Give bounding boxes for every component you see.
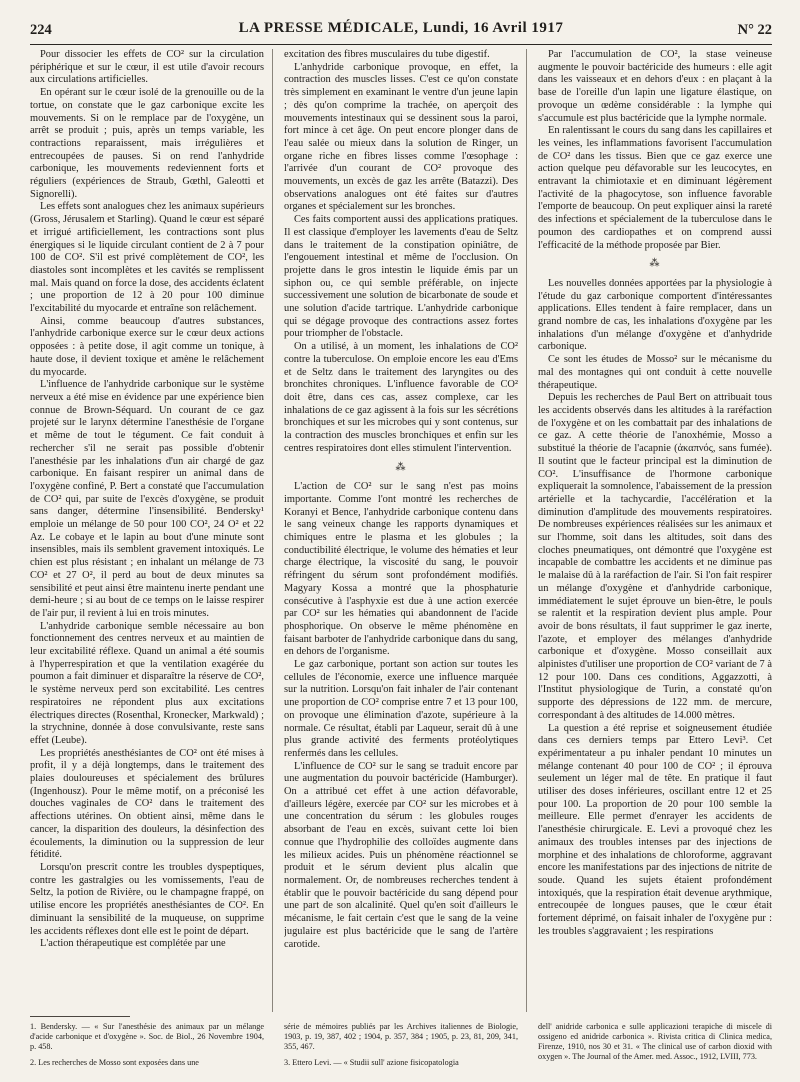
paragraph: On a utilisé, à un moment, les inhalations de CO² contre la tuberculose. On emploie encore les eau d'Ems et de Seltz dans le traitement des laryngites ou des bronchites chroniques. L'influence favorable de CO² doit être, dans ces cas, assez complexe, car les inhalations de ce gaz agissent à la fois sur les sécrétions bronchiques et sur les microbes qui y sont contenus, sur la contraction des muscles bronchiques et enfin sur les centres respiratoires dont elles stimulent l'intervention. [284, 341, 518, 454]
paragraph: L'action thérapeutique est complétée par une [40, 938, 226, 950]
header-rule [30, 44, 772, 45]
footnote-rule [30, 1016, 130, 1017]
paragraph: Depuis les recherches de Paul Bert on attribuait tous les accidents observés dans les altitudes à la raréfaction de l'oxygène et on les combattait par des inhalations de ce gaz. A cette théorie de l'anoxhémie, Mosso a substitué la théorie de l'acapnie (ἀκαπνός, sans fumée). Il soutint que le facteur principal est la diminution de CO². L'insuffisance de l'hormone carbonique expliquerait la somnolence, l'abaissement de la pression artérielle et la tachycardie, l'accélération et la diminution d'amplitude des mouvements respiratoires. De nombreuses expériences réalisées sur les animaux et sur l'homme, soit dans les altitudes, soit dans des cloches pneumatiques, ont démontré que l'oxygène est incapable de combattre les accidents et ne diminue pas le malaise dû à la raréfaction de l'air. Si l'on fait respirer un mélange d'oxygène et d'anhydride carbonique, immédiatement le sujet éprouve un bien-être, le pouls se ralentit et la respiration devient plus ample. Pour avoir de bons résultats, il faut supprimer le gaz inerte, l'azote, et employer des mélanges d'anhydride carbonique et d'oxygène. Mosso conseillait aux alpinistes d'utiliser une proportion de CO² variant de 7 à 12 pour 100. Dans ces conditions, Aggazzotti, à l'Institut physiologique de Turin, a constaté qu'on supporte des dépressions de 122 mm. de mercure, correspondant à des altitudes de 14.000 mètres. [538, 392, 772, 721]
issue-number: N° 22 [737, 22, 772, 38]
paragraph: excitation des fibres musculaires du tube digestif. [284, 49, 490, 60]
paragraph: L'influence de CO² sur le sang se traduit encore par une augmentation du pouvoir bactéricide (Hamburger). On a attribué cet effet à une action défavorable, d'ailleurs légère, exercée par CO² sur les microbes et à une concentration du sérum : les globules rouges absorbant de l'eau en excès, suivant cette loi bien connue que l'hydrophilie des colloïdes augmente dans les milieux acides. Puis un phénomène réactionnel se produit et le sérum devient plus alcalin que normalement. Or, de nombreuses recherches tendent à établir que le pouvoir bactéricide du sang dépend pour une part de son alcalinité. Quel qu'en soit d'ailleurs le mécanisme, le fait certain c'est que le sang de la veine jugulaire est plus bactéricide que le sang de l'artère carotide. [284, 760, 518, 950]
footnote: série de mémoires publiés par les Archives italiennes de Biologie, 1903, p. 19, 387, 402 ; 1904, p. 357, 384 ; 1905, p. 23, 81, 209, 341, 355, 467. [284, 1022, 518, 1051]
paragraph: Les propriétés anesthésiantes de CO² ont été mises à profit, il y a déjà longtemps, dans le traitement des plaies douloureuses et spécialement des brûlures (Ingenhousz). Pour le même motif, on a préconisé les douches vaginales de CO² dans le traitement des affections utérines. On obtient ainsi, même dans le cancer, la disparition des douleurs, la désinfection des écoulements, la diminution ou la suppression de leur fétidité. [30, 747, 264, 861]
paragraph: Le gaz carbonique, portant son action sur toutes les cellules de l'économie, exerce une influence marquée sur la nutrition. Lorsqu'on fait inhaler de l'air contenant une proportion de CO² comprise entre 7 et 13 pour 100, on provoque une élimination d'azote, supérieure à la normale. Ce résultat, établi par Laqueur, serait dû à une plus grande activité des ferments protéolytiques renfermés dans les cellules. [284, 659, 518, 759]
paragraph: L'anhydride carbonique provoque, en effet, la contraction des muscles lisses. C'est ce qu'on constate très simplement en examinant le ventre d'un jeune lapin ; dès qu'on comprime la trachée, on aperçoit des mouvements intestinaux qui se dessinent sous la paroi, fort mince à cet âge. On peut encore plonger dans de l'eau salée ou mieux dans la solution de Ringer, un organe riche en fibres lisses comme l'œsophage : l'arrivée d'un courant de CO² provoque des mouvements, un excès de gaz les arrête (Batazzi). Des observations analogues ont été faites sur d'autres organes et spécialement sur les bronches. [284, 61, 518, 213]
page-header [30, 14, 772, 44]
paragraph: Ce sont les études de Mosso² sur le mécanisme du mal des montagnes qui ont conduit à cette nouvelle thérapeutique. [538, 354, 772, 391]
paragraph: La question a été reprise et soigneusement étudiée dans ces derniers temps par Ettero Levi³. Cet expérimentateur a pu inhaler pendant 10 minutes un mélange contenant 40 pour 100 de CO² ; il éprouva seulement un léger mal de tête. En pratique il faut utiliser des doses inférieures, oscillant entre 12 et 25 pour 100. La proportion de 20 pour 100 semble la meilleure. Elle permet d'enrayer les accidents de l'anesthésie chirurgicale. E. Levi a provoqué chez les animaux des troubles intenses par des injections de morphine et des inhalations de chloroforme, aggravant encore les manifestations par des injections de nitrite de soude. Quand les sujets étaient profondément intoxiqués, que la respiration était devenue arythmique, entrecoupée de longues pauses, que le cœur était fortement déprimé, on faisait inhaler de l'oxygène pur : les troubles s'aggravaient ; les respirations [538, 722, 772, 937]
paragraph: Ainsi, comme beaucoup d'autres substances, l'anhydride carbonique exerce sur le cœur deux actions opposées : à petite dose, il agit comme un tonique, à haute dose, il devient toxique et amène le relâchement du myocarde. [30, 315, 264, 378]
footnote: dell' anidride carbonica e sulle applicazioni terapiche di miscele di ossigeno ed anidride carbonica ». Rivista critica di Clinica medica, Firenze, 1910, nos 30 et 31. « The clinical use of carbon dioxid with oxygen ». The Journal of the Amer. med. Assoc., 1912, LVIII, 773. [538, 1022, 772, 1061]
paragraph: Pour dissocier les effets de CO² sur la circulation périphérique et sur le cœur, il est utile d'avoir recours aux circulations artificielles. [30, 49, 264, 86]
column-3 [538, 49, 772, 1012]
column-1 [30, 49, 264, 1012]
paragraph: En opérant sur le cœur isolé de la grenouille ou de la tortue, on constate que le gaz carbonique excite les mouvements. Si on le remplace par de l'oxygène, un arrêt se produit ; puis, après un temps variable, les contractions reparaissent, mais irrégulières et entrecoupées de pauses. Si on rend l'anhydride carbonique, les mouvements redeviennent forts et réguliers (expériences de Straub, Gœthl, Galeotti et Signorelli). [30, 87, 264, 200]
section-separator: ⁂ [649, 258, 661, 270]
column-divider [272, 49, 273, 1012]
journal-title: LA PRESSE MÉDICALE, Lundi, 16 Avril 1917 [238, 20, 564, 36]
column-divider [526, 49, 527, 1012]
paragraph: L'anhydride carbonique semble nécessaire au bon fonctionnement des centres nerveux et au maintien de leur excitabilité réflexe. Quand un animal a été soumis à l'hyperrespiration et que la ventilation exagérée du poumon a fait diminuer et disparaître la réserve de CO², le système nerveux perd son excitabilité. Les centres respiratoires ne répondent plus aux excitations électriques directes (Rosenthal, Kronecker, Markwald) ; la strychnine, donnée à dose convulsivante, reste sans effet (Leube). [30, 620, 264, 746]
paragraph: Les nouvelles données apportées par la physiologie à l'étude du gaz carbonique comportent d'intéressantes applications. Elles tendent à faire remplacer, dans un grand nombre de cas, les inhalations d'oxygène par les inhalations d'un mélange d'oxygène et d'anhydride carbonique. [538, 277, 772, 353]
paragraph: L'action de CO² sur le sang n'est pas moins importante. Comme l'ont montré les recherches de Koranyi et Bence, l'anhydride carbonique contenu dans le sang veineux change les rapports dynamiques et chimiques entre le plasma et les globules ; la conductibilité électrique, le volume des hématies et leur charge électrique, la viscosité du sang, le pouvoir réfringent du sérum sont profondément modifiés. Magyary Kossa a montré que la phosphaturie consécutive à l'asphyxie est due à une action exercée par CO² sur les hématies qui abandonnent de l'acide phosphorique. On observe le même phénomène en faisant barboter de l'anhydride carbonique dans du sang, en dehors de l'organisme. [284, 481, 518, 658]
section-separator: ⁂ [395, 461, 407, 473]
page-number: 224 [30, 22, 52, 38]
footnote: 2. Les recherches de Mosso sont exposées dans une [30, 1058, 199, 1067]
paragraph: En ralentissant le cours du sang dans les capillaires et les veines, les inflammations favorisent l'accumulation de CO² dans les tissus. Bien que ce gaz exerce une action quelque peu défavorable sur les leucocytes, en entravant la chimiotaxie et en diminuant légèrement l'activité de la phagocytose, son influence favorable l'emporte de beaucoup. On peut expliquer ainsi la rareté des infections et spécialement de la tuberculose dans le poumon des cardiopathes et on comprend aussi l'efficacité de la méthode proposée par Bier. [538, 125, 772, 251]
paragraph: Les effets sont analogues chez les animaux supérieurs (Gross, Jérusalem et Starling). Quand le cœur est séparé et irrigué artificiellement, les contractions sont plus énergiques si le liquide circulant contient de 2 à 7 pour 100 de CO². S'il est privé complètement de CO², les diastoles sont incomplètes et les cavités se remplissent mal. Mais quand on force la dose, des accidents éclatent ; une proportion de 12 à 20 pour 100 diminue l'excitabilité du myocarde et entraîne son relâchement. [30, 201, 264, 315]
footnote: 3. Ettero Levi. — « Studii sull' azione fisicopatologia [284, 1058, 459, 1067]
paragraph: Lorsqu'on prescrit contre les troubles dyspeptiques, contre les gastralgies ou les vomissements, l'eau de Seltz, la potion de Rivière, ou le champagne frappé, on utilise encore les propriétés anesthésiantes de CO². En diminuant la sensibilité de la muqueuse, on supprime les accidents réflexes dont elle est le point de départ. [30, 862, 264, 937]
paragraph: L'influence de l'anhydride carbonique sur le système nerveux a été mise en évidence par une expérience bien connue de Brown-Séquard. Un courant de ce gaz projeté sur le larynx détermine l'anesthésie de l'organe et même de tout le tégument. Ce fait conduit à rechercher s'il ne serait pas possible d'obtenir l'anesthésie par les inhalations d'un air chargé de gaz carbonique. En faisant respirer un animal dans de l'oxygène confiné, P. Bert a constaté que l'accumulation de CO² qui, par suite de l'excès d'oxygène, se produit sans danger, détermine l'insensibilité. Bendersky¹ emploie un mélange de 50 pour 100 CO², 24 O² et 22 Az. Le cobaye et le lapin au bout d'une minute sont insensibles, mais ils semblent gravement intoxiqués. Le chien est plus résistant ; en inhalant un mélange de 73 CO² et 27 O², il perd au bout de deux minutes sa sensibilité et peut ainsi être maintenu inerte pendant une demi-heure ; si au bout de ce temps on le laisse respirer de l'air pur, il revient à lui en trois minutes. [30, 379, 264, 619]
footnote: 1. Bendersky. — « Sur l'anesthésie des animaux par un mélange d'acide carbonique et d'oxygène ». Soc. de Biol., 26 Novembre 1904, p. 458. [30, 1022, 264, 1051]
paragraph: Ces faits comportent aussi des applications pratiques. Il est classique d'employer les lavements d'eau de Seltz dans le traitement de la constipation opiniâtre, de l'engouement intestinal et même de l'occlusion. On projette dans le gros intestin le liquide émis par un siphon ou, ce qui semble préférable, on injecte successivement une solution de bicarbonate de soude et une solution d'acide tartrique. L'anhydride carbonique qui se dégage provoque des contractions assez fortes pour triompher de l'obstacle. [284, 214, 518, 340]
paragraph: Par l'accumulation de CO², la stase veineuse augmente le pouvoir bactéricide des humeurs : elle agit dans les vaisseaux et en dehors d'eux : en plaçant à la base de l'oreille d'un lapin une ligature élastique, on provoque un œdème considérable : la lymphe qui s'accumule est plus bactéricide que la lymphe normale. [538, 49, 772, 124]
column-2 [284, 49, 518, 1012]
